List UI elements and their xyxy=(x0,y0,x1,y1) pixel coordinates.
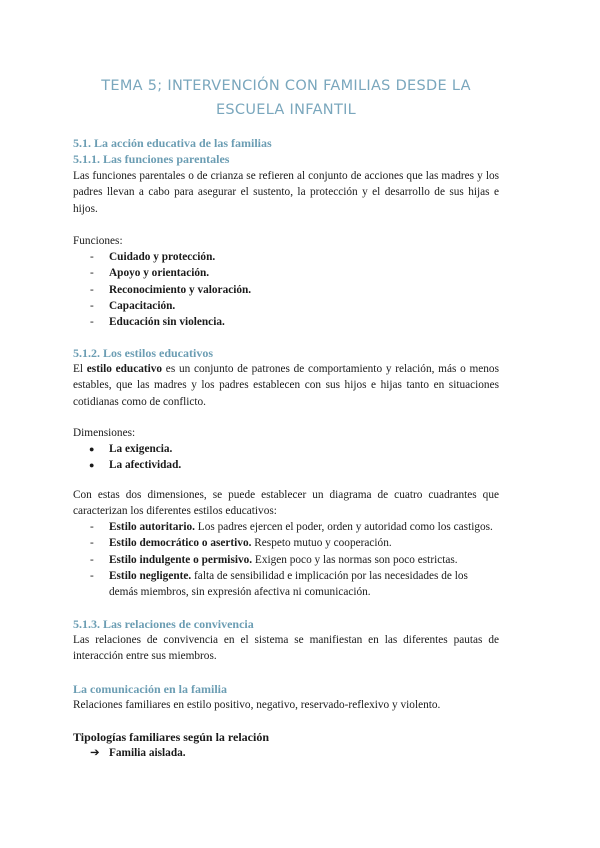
list-item-term: Estilo autoritario. xyxy=(109,521,195,533)
style-item xyxy=(73,552,499,568)
dash-marker: - xyxy=(90,251,94,263)
paragraph-estilo-educativo xyxy=(73,361,499,410)
list-item-term: Educación sin violencia. xyxy=(109,316,225,329)
function-item xyxy=(73,298,499,314)
list-item-term: Estilo democrático o asertivo. xyxy=(109,537,252,550)
list-item-term: Estilo negligente. xyxy=(109,569,192,582)
dash-marker: - xyxy=(90,283,94,296)
dimension-item xyxy=(73,457,499,473)
style-item xyxy=(73,568,499,601)
dash-marker: - xyxy=(90,537,94,550)
list-item-term: Estilo indulgente o permisivo. xyxy=(109,553,253,566)
heading-tipologias: Tipologías familiares según la relación xyxy=(73,730,270,744)
list-item-description: Respeto mutuo y cooperación. xyxy=(251,537,392,550)
list-item-description: Exigen poco y las normas son poco estrictas. xyxy=(252,553,458,566)
document-title xyxy=(73,74,499,122)
para-text-pre: El xyxy=(73,363,87,375)
dash-marker: - xyxy=(90,316,94,329)
function-item xyxy=(73,265,499,281)
term-estilo-educativo: estilo educativo xyxy=(86,363,163,375)
list-item-term: La exigencia. xyxy=(109,443,173,455)
title-line-1: TEMA 5; INTERVENCIÓN CON FAMILIAS DESDE LA xyxy=(101,78,471,94)
dash-marker: - xyxy=(90,521,94,533)
bullet-marker: ● xyxy=(89,460,95,471)
list-item-term: Cuidado y protección. xyxy=(109,251,216,263)
list-item-term: La afectividad. xyxy=(109,459,182,472)
typology-item xyxy=(73,745,499,761)
typologies-list xyxy=(73,745,499,761)
styles-list xyxy=(73,519,499,600)
heading-comunicacion: La comunicación en la familia xyxy=(73,682,227,696)
dash-marker: - xyxy=(90,553,94,566)
list-item-term: Apoyo y orientación. xyxy=(109,267,210,280)
list-item-description: falta de sensibilidad e implicación por las necesidades de los demás miembros, sin expresión afectiva ni comunicación. xyxy=(109,569,468,599)
list-item-term: Familia aislada. xyxy=(109,747,186,759)
dash-marker: - xyxy=(90,267,94,280)
paragraph-comunicacion: Relaciones familiares en estilo positivo, negativo, reservado-reflexivo y violento. xyxy=(73,699,441,711)
dash-marker: - xyxy=(90,569,94,582)
style-item xyxy=(73,519,499,535)
title-line-2: ESCUELA INFANTIL xyxy=(215,102,357,118)
list-item-term: Capacitación. xyxy=(109,299,176,312)
dash-marker: - xyxy=(90,299,94,312)
list-item-description: Los padres ejercen el poder, orden y autoridad como los castigos. xyxy=(194,521,493,533)
style-item xyxy=(73,535,499,551)
function-item xyxy=(73,282,499,298)
label-funciones: Funciones: xyxy=(73,235,123,247)
paragraph-funciones-parentales: Las funciones parentales o de crianza se refieren al conjunto de acciones que las madres y los padres llevan a cabo para asegurar el sustento, la protección y el desarrollo de sus hijas e hijos. xyxy=(73,170,499,215)
paragraph-convivencia: Las relaciones de convivencia en el sistema se manifiestan en las diferentes pautas de interacción entre sus miembros. xyxy=(73,634,499,663)
section-heading-5-1: 5.1. La acción educativa de las familias xyxy=(73,136,272,150)
label-dimensiones: Dimensiones: xyxy=(73,427,136,439)
list-item-term: Reconocimiento y valoración. xyxy=(109,283,252,296)
function-item xyxy=(73,314,499,330)
section-heading-5-1-1: 5.1.1. Las funciones parentales xyxy=(73,152,230,166)
dimensions-list xyxy=(73,441,499,474)
section-heading-5-1-3: 5.1.3. Las relaciones de convivencia xyxy=(73,617,254,631)
paragraph-cuadrantes: Con estas dos dimensiones, se puede establecer un diagrama de cuatro cuadrantes que caracterizan los diferentes estilos educativos: xyxy=(73,489,499,518)
bullet-marker: ● xyxy=(89,444,95,454)
arrow-marker: ➔ xyxy=(90,747,100,759)
functions-list xyxy=(73,249,499,330)
function-item xyxy=(73,249,499,265)
dimension-item xyxy=(73,441,499,457)
section-heading-5-1-2: 5.1.2. Los estilos educativos xyxy=(73,346,214,360)
para-text-post: es un conjunto de patrones de comportamiento y relación, más o menos estables, que las madres y los padres establecen con sus hijos e hijas tanto en situaciones cotidianas como de conflicto. xyxy=(73,363,499,408)
